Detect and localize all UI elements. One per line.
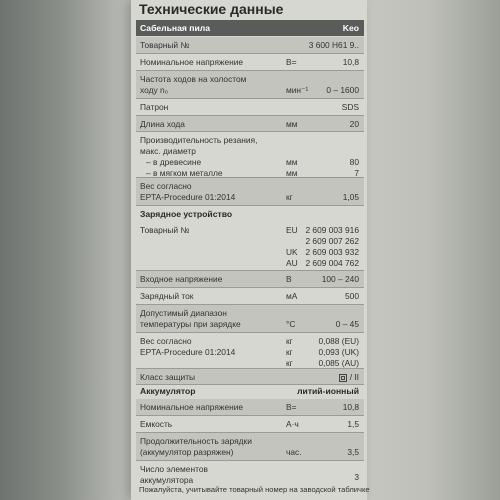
region-code: UK [286,247,298,257]
row-value: 500 [345,291,359,301]
row-value: 10,8 [342,402,359,412]
row-battery-cells [136,461,364,485]
row-label [140,464,285,486]
unit-line: кг [286,347,293,357]
row-saw-weight [136,178,364,206]
row-saw-stroke-rate [136,71,364,99]
footnote: Пожалуйста, учитывайте товарный номер на заводской табличке [139,485,370,494]
protection-class-value: / II [349,372,359,382]
section-header-saw [136,20,364,36]
row-label: Входное напряжение [140,274,223,284]
row-saw-cutting-capacity [136,132,364,178]
article-number: 2 609 004 762 [305,258,359,268]
row-value: 1,05 [342,192,359,202]
row-label [140,181,285,203]
row-label: Класс защиты [140,372,196,382]
unit-line: мм [286,157,298,167]
label-line: EPTA-Procedure 01:2014 [140,347,236,357]
row-unit: кг [286,192,293,202]
label-line: ходу n₀ [140,85,169,95]
row-unit: А·ч [286,419,299,429]
article-number: 2 609 003 916 [305,225,359,235]
row-value: 0 – 1600 [326,85,359,95]
label-line: Вес согласно [140,336,192,346]
row-charger-weight [136,333,364,369]
row-unit: °C [286,319,296,329]
row-battery-capacity [136,416,364,433]
label-line: Продолжительность зарядки [140,436,252,446]
label-line: (аккумулятор разряжен) [140,447,234,457]
article-number: 2 609 007 262 [305,236,359,246]
label-line: EPTA-Procedure 01:2014 [140,192,236,202]
double-insulation-icon [339,374,347,382]
label-line: аккумулятора [140,475,194,485]
section-header-battery [136,383,364,399]
label-line: – в древесине [146,157,202,167]
value-line: 80 [349,157,359,167]
row-unit: В= [286,57,297,67]
section-title: Зарядное устройство [140,209,233,219]
row-label: Длина хода [140,119,185,129]
row-label [140,74,285,96]
row-label: Емкость [140,419,173,429]
row-value [279,372,359,383]
row-charger-article [136,222,364,271]
row-label: Номинальное напряжение [140,57,244,67]
row-label: Номинальное напряжение [140,402,244,412]
label-line: – в мягком металле [146,168,223,178]
row-saw-article [136,37,364,54]
section-title: Сабельная пила [140,23,211,33]
row-value: 3,5 [347,447,359,457]
row-unit: час. [286,447,302,457]
row-value: 3 [354,472,359,482]
region-code: AU [286,258,298,268]
battery-type: литий-ионный [297,386,359,396]
row-value [279,157,359,179]
row-value: 10,8 [342,57,359,67]
label-line: Производительность резания, [140,135,258,145]
row-charger-temperature [136,305,364,333]
row-label: Товарный № [140,40,190,50]
unit-line: мм [286,168,298,178]
value-line: 7 [354,168,359,178]
unit-line: кг [286,336,293,346]
row-charger-current [136,288,364,305]
row-battery-charge-time [136,433,364,461]
label-line: Частота ходов на холостом [140,74,247,84]
row-value: 0 – 45 [335,319,359,329]
row-value [279,336,359,369]
row-saw-chuck [136,99,364,116]
row-label [140,135,285,179]
row-unit: мин⁻¹ [286,85,309,95]
region-code: EU [286,225,298,235]
row-label [140,436,285,458]
row-saw-stroke-length [136,116,364,132]
row-unit: мА [286,291,298,301]
article-number: 2 609 003 932 [305,247,359,257]
label-line: макс. диаметр [140,146,196,156]
row-value [279,225,359,269]
value-line: 0,088 (EU) [318,336,359,346]
value-line: 0,085 (AU) [318,358,359,368]
row-charger-input-voltage [136,271,364,288]
row-unit: В [286,274,292,284]
value-line: 0,093 (UK) [318,347,359,357]
row-battery-voltage [136,399,364,416]
label-line: Допустимый диапазон [140,308,227,318]
row-value: 20 [349,119,359,129]
row-value: 3 600 H61 9.. [308,40,359,50]
model-name: Keo [342,23,359,33]
unit-line: кг [286,358,293,368]
label-line: Вес согласно [140,181,192,191]
row-label: Товарный № [140,225,190,235]
row-value: SDS [341,102,359,112]
section-title: Аккумулятор [140,386,196,396]
label-line: Число элементов [140,464,208,474]
row-unit: В= [286,402,297,412]
row-label [140,336,285,358]
page-title: Технические данные [139,1,284,17]
row-label: Зарядный ток [140,291,194,301]
row-label: Патрон [140,102,169,112]
row-label [140,308,285,330]
row-saw-voltage [136,54,364,71]
row-value: 1,5 [347,419,359,429]
section-header-charger [136,206,364,222]
row-value: 100 – 240 [321,274,359,284]
label-line: температуры при зарядке [140,319,241,329]
row-unit: мм [286,119,298,129]
